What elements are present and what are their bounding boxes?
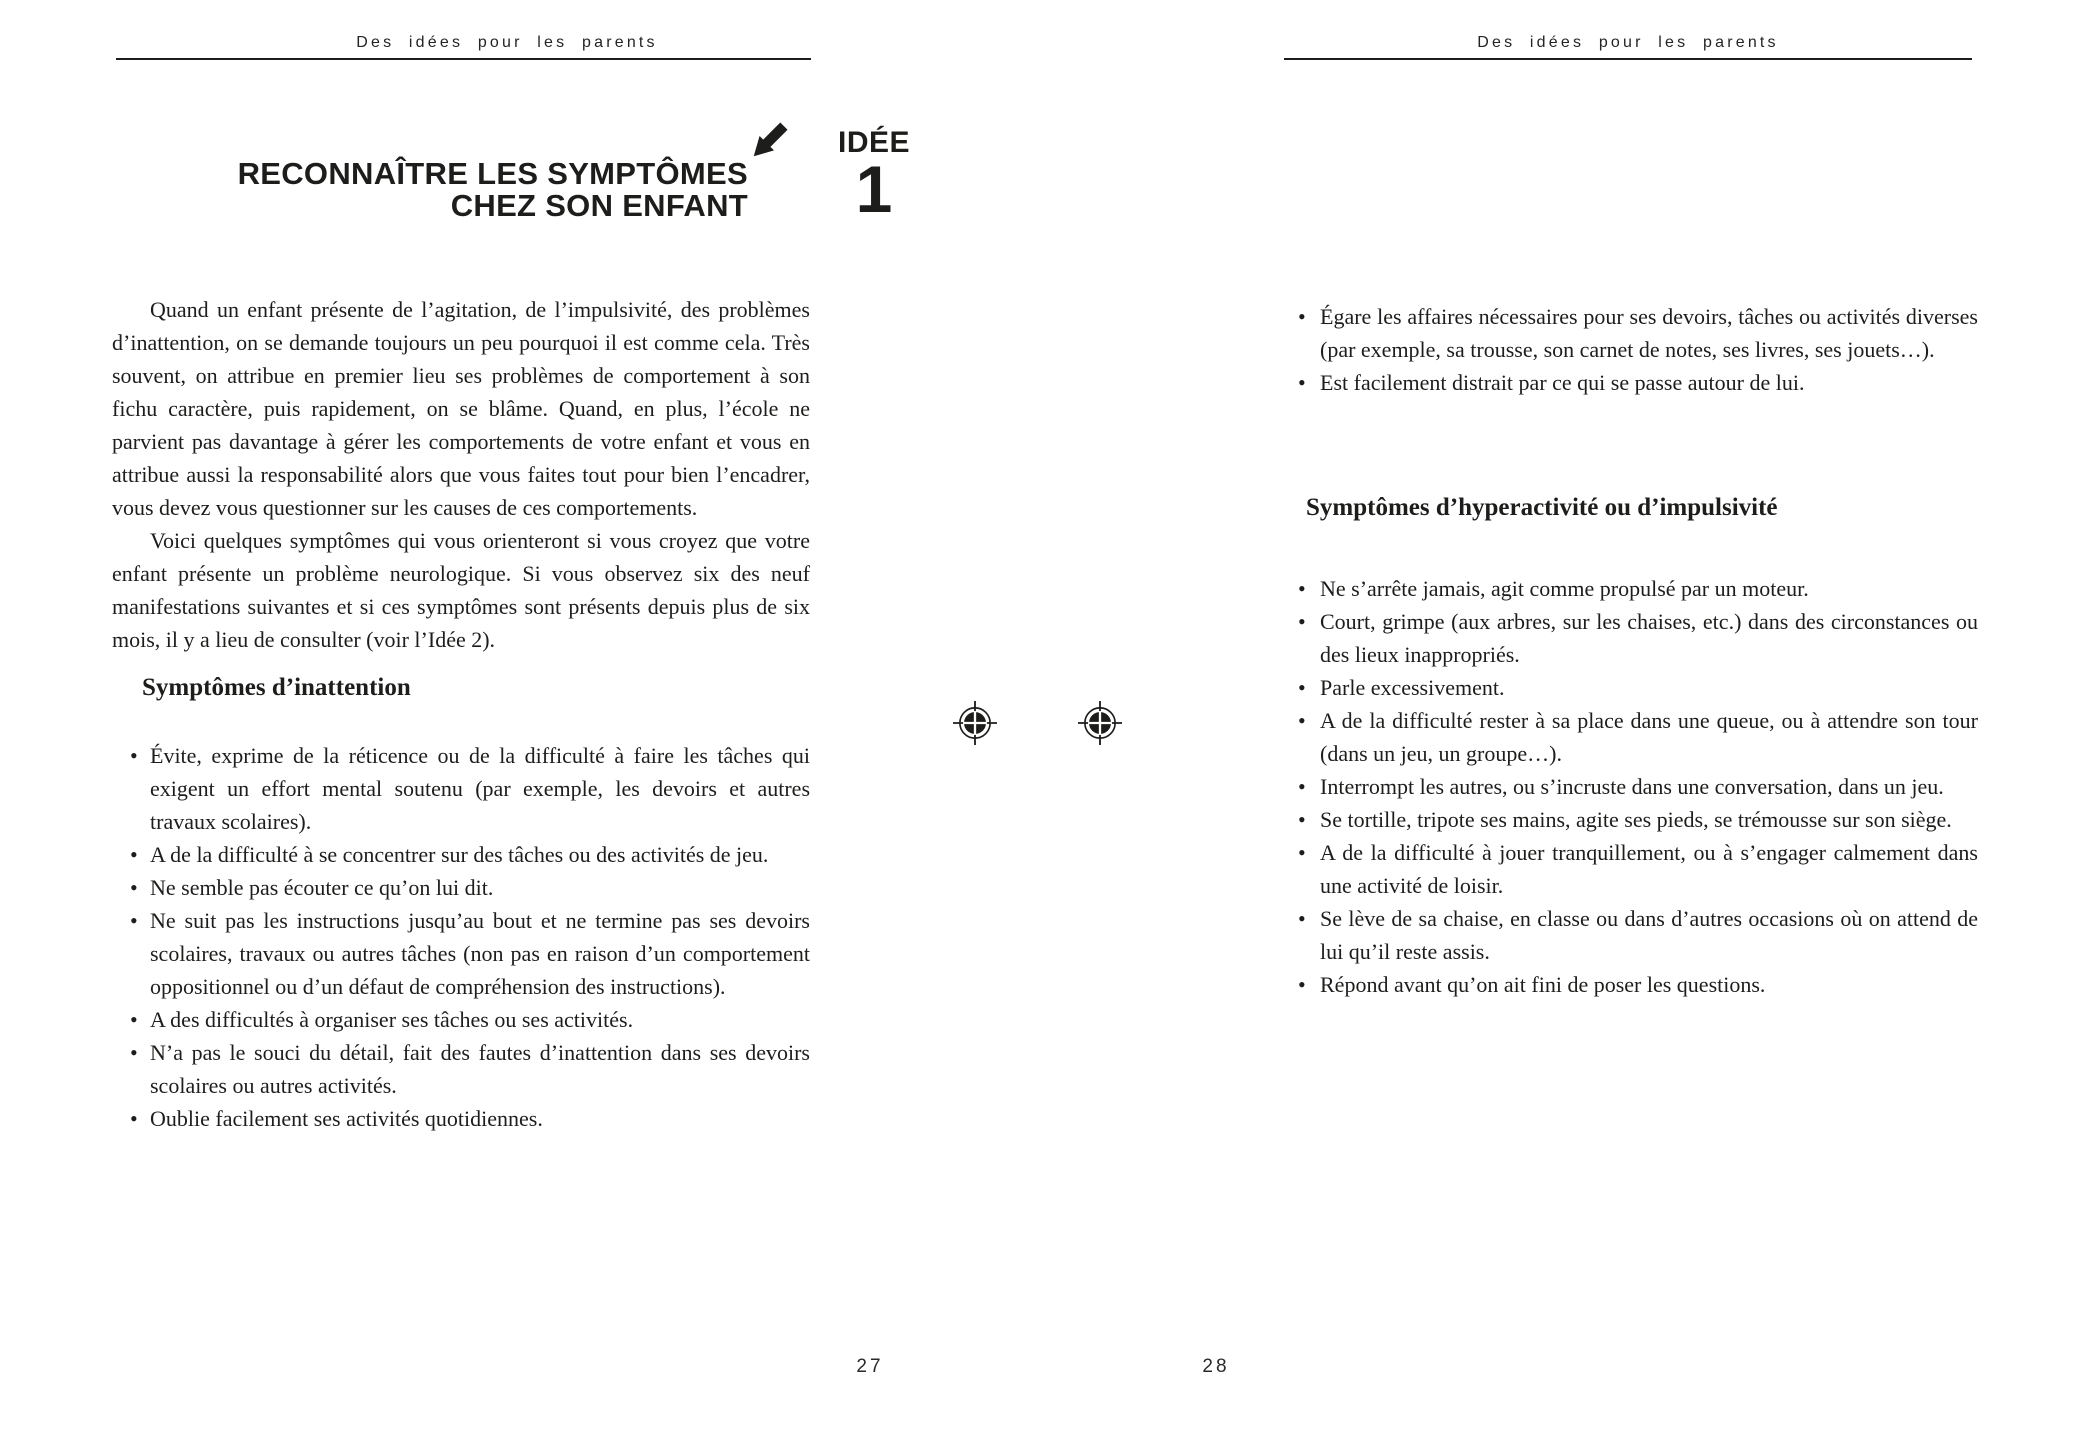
list-item [1294,902,1978,968]
list-item [1294,968,1978,1001]
header-rule-right [1284,58,1972,60]
header-rule-left [116,58,811,60]
list-item [1294,836,1978,902]
bullet-icon: • [1298,906,1306,931]
intro-paragraph: Quand un enfant présente de l’agitation, de l’impulsivité, des problèmes d’inattention, on se demande toujours un peu pourquoi il est comme cela. Très souvent, on attribue en premier lieu ses problèmes de comportement à son fichu caractère, puis rapidement, on se blâme. Quand, en plus, l’école ne parvient pas davantage à gérer les comportements de votre enfant et vous en attribue aussi la responsabilité alors que vous faites tout pour bien l’encadrer, vous devez vous questionner sur les causes de ces comportements. [112,297,810,520]
list-item-text: A de la difficulté à se concentrer sur des tâches ou des activités de jeu. [150,842,769,867]
bullet-list-hyperactivite [1294,572,1978,1001]
list-item-text: A de la difficulté rester à sa place dans une queue, ou à attendre son tour (dans un jeu, un groupe…). [1320,708,1978,766]
list-item-text: Interrompt les autres, ou s’incruste dans une conversation, dans un jeu. [1320,774,1944,799]
chapter-title-line-2: CHEZ SON ENFANT [450,188,748,223]
list-item-text: Ne s’arrête jamais, agit comme propulsé par un moteur. [1320,576,1809,601]
list-item [1294,803,1978,836]
right-text-column [1294,300,1978,1001]
list-item [1294,770,1978,803]
registration-mark-icon [953,701,997,745]
list-item [112,871,810,904]
bullet-icon: • [1298,972,1306,997]
list-item [1294,366,1978,399]
section-heading-inattention: Symptômes d’inattention [142,674,411,701]
list-item-text: Oublie facilement ses activités quotidiennes. [150,1106,543,1131]
list-item [1294,572,1978,605]
list-item [1294,704,1978,770]
list-item [112,1003,810,1036]
list-item-text: Répond avant qu’on ait fini de poser les questions. [1320,972,1766,997]
list-item-text: Égare les affaires nécessaires pour ses devoirs, tâches ou activités diverses (par exemple, sa trousse, son carnet de notes, ses livres, ses jouets…). [1320,304,1978,362]
list-item-text: Ne semble pas écouter ce qu’on lui dit. [150,875,494,900]
list-item-text: N’a pas le souci du détail, fait des fautes d’inattention dans ses devoirs scolaires ou autres activités. [150,1040,810,1098]
list-item-text: Se lève de sa chaise, en classe ou dans d’autres occasions où on attend de lui qu’il reste assis. [1320,906,1978,964]
bullet-icon: • [1298,708,1306,733]
registration-mark-icon [1078,701,1122,745]
chapter-title-line-1: RECONNAÎTRE LES SYMPTÔMES [237,156,748,191]
bullet-icon: • [1298,370,1306,395]
list-item [112,739,810,838]
arrow-down-left-icon [750,108,802,160]
list-item [1294,605,1978,671]
bullet-icon: • [1298,609,1306,634]
idea-number: 1 [855,152,893,226]
page-number-right: 28 [1202,1356,1230,1377]
list-item [112,838,810,871]
bullet-icon: • [1298,576,1306,601]
idea-label: IDÉE [837,126,911,159]
list-item-text: Se tortille, tripote ses mains, agite ses pieds, se trémousse sur son siège. [1320,807,1952,832]
bullet-list-inattention-continued [1294,300,1978,399]
bullet-icon: • [130,1040,138,1065]
running-header-left: Des idées pour les parents [356,34,658,51]
bullet-list-inattention [112,739,810,1135]
bullet-icon: • [130,875,138,900]
bullet-icon: • [1298,304,1306,329]
left-text-column [112,293,810,1135]
list-item-text: Parle excessivement. [1320,675,1505,700]
bullet-icon: • [130,1007,138,1032]
list-item-text: A des difficultés à organiser ses tâches ou ses activités. [150,1007,634,1032]
bullet-icon: • [130,842,138,867]
bullet-icon: • [1298,807,1306,832]
list-item-text: A de la difficulté à jouer tranquillement, ou à s’engager calmement dans une activité de loisir. [1320,840,1978,898]
bullet-icon: • [130,908,138,933]
bullet-icon: • [1298,774,1306,799]
bullet-icon: • [1298,840,1306,865]
bullet-icon: • [130,743,138,768]
list-item [112,1036,810,1102]
list-item-text: Ne suit pas les instructions jusqu’au bout et ne termine pas ses devoirs scolaires, travaux ou autres tâches (non pas en raison d’un comportement oppositionnel ou d’un défaut de compréhension des instructions). [150,908,810,999]
chapter-title [150,158,748,222]
bullet-icon: • [1298,675,1306,700]
list-item [112,1102,810,1135]
list-item [1294,300,1978,366]
list-item [112,904,810,1003]
list-item-text: Est facilement distrait par ce qui se passe autour de lui. [1320,370,1805,395]
section-heading-hyperactivite: Symptômes d’hyperactivité ou d’impulsivité [1306,494,1778,521]
running-header-right: Des idées pour les parents [1477,34,1779,51]
list-item-text: Évite, exprime de la réticence ou de la difficulté à faire les tâches qui exigent un effort mental soutenu (par exemple, les devoirs et autres travaux scolaires). [150,743,810,834]
list-item [1294,671,1978,704]
page-number-left: 27 [856,1356,884,1377]
symptoms-intro-paragraph: Voici quelques symptômes qui vous orienteront si vous croyez que votre enfant présente un problème neurologique. Si vous observez six des neuf manifestations suivantes et si ces symptômes sont présents depuis plus de six mois, il y a lieu de consulter (voir l’Idée 2). [112,528,810,652]
bullet-icon: • [130,1106,138,1131]
list-item-text: Court, grimpe (aux arbres, sur les chaises, etc.) dans des circonstances ou des lieux inappropriés. [1320,609,1978,667]
